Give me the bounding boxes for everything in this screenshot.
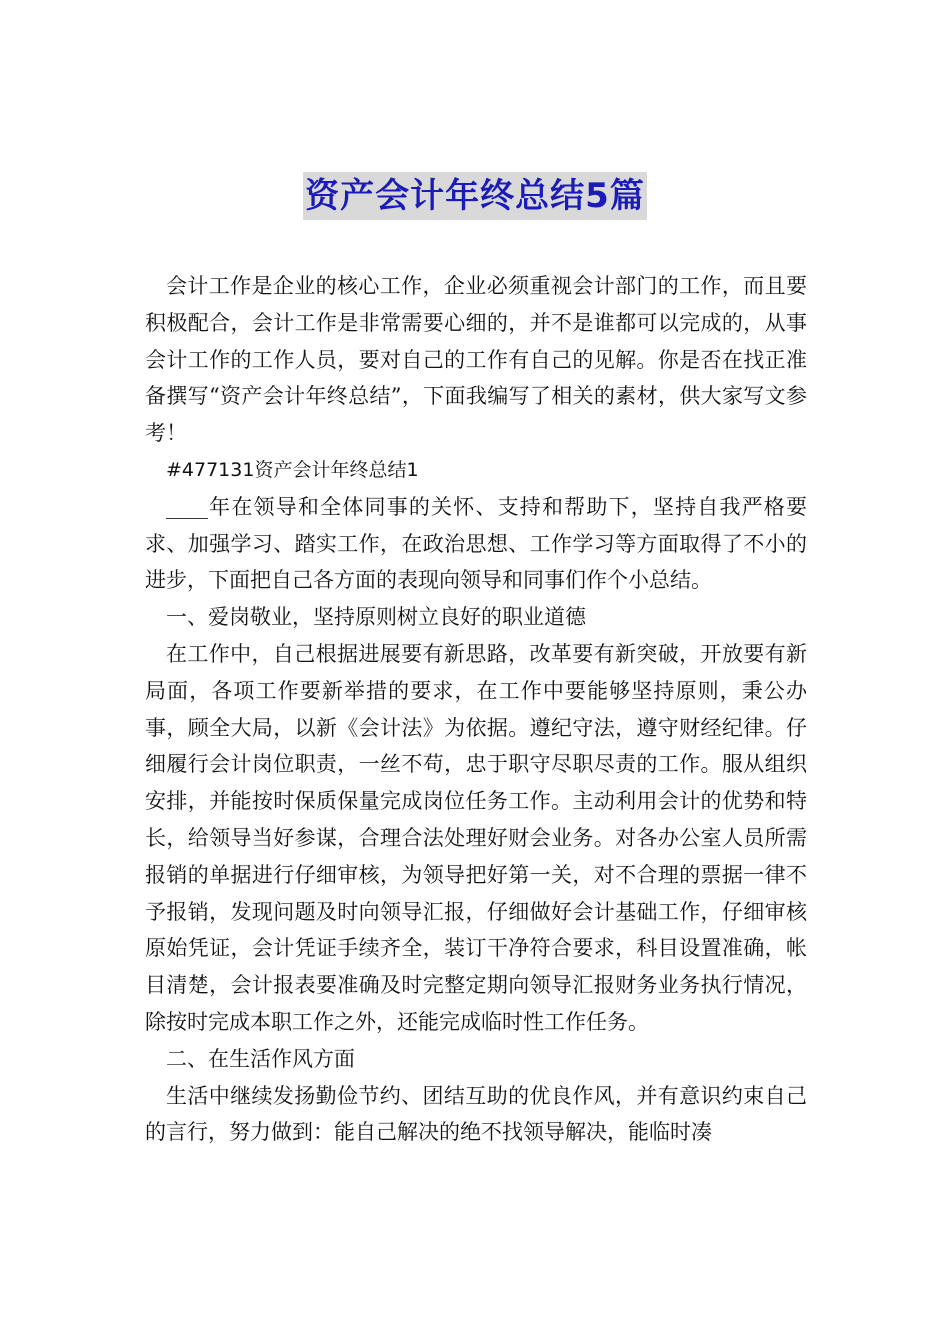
life-paragraph: 生活中继续发扬勤俭节约、团结互助的优良作风，并有意识约束自己的言行，努力做到：能自己解决的绝不找领导解决，能临时凑 [145,1083,807,1145]
document-body [145,268,807,1151]
summary-paragraph: ____年在领导和全体同事的关怀、支持和帮助下，坚持自我严格要求、加强学习、踏实工作，在政治思想、工作学习等方面取得了不小的进步，下面把自己各方面的表现向领导和同事们作个小总结。 [145,494,807,593]
document-title: 资产会计年终总结5篇 [303,172,647,220]
section-code-line: #477131资产会计年终总结1 [166,458,419,481]
section-heading-2: 二、在生活作风方面 [166,1046,355,1071]
work-paragraph: 在工作中，自己根据进展要有新思路，改革要有新突破，开放要有新局面，各项工作要新举措的要求，在工作中要能够坚持原则，秉公办事，顾全大局，以新《会计法》为依据。遵纪守法，遵守财经纪律。仔细履行会计岗位职责，一丝不苟，忠于职守尽职尽责的工作。服从组织安排，并能按时保质保量完成岗位任务工作。主动利用会计的优势和特长，给领导当好参谋，合理合法处理好财会业务。对各办公室人员所需报销的单据进行仔细审核，为领导把好第一关，对不合理的票据一律不予报销，发现问题及时向领导汇报，仔细做好会计基础工作，仔细审核原始凭证，会计凭证手续齐全，装订干净符合要求，科目设置准确，帐目清楚，会计报表要准确及时完整定期向领导汇报财务业务执行情况，除按时完成本职工作之外，还能完成临时性工作任务。 [145,641,807,1034]
section-heading-1: 一、爱岗敬业，坚持原则树立良好的职业道德 [166,605,586,630]
intro-paragraph: 会计工作是企业的核心工作，企业必须重视会计部门的工作，而且要积极配合，会计工作是非常需要心细的，并不是谁都可以完成的，从事会计工作的工作人员，要对自己的工作有自己的见解。你是否在找正准备撰写“资产会计年终总结”，下面我编写了相关的素材，供大家写文参考！ [145,274,807,446]
title-container [0,172,950,220]
